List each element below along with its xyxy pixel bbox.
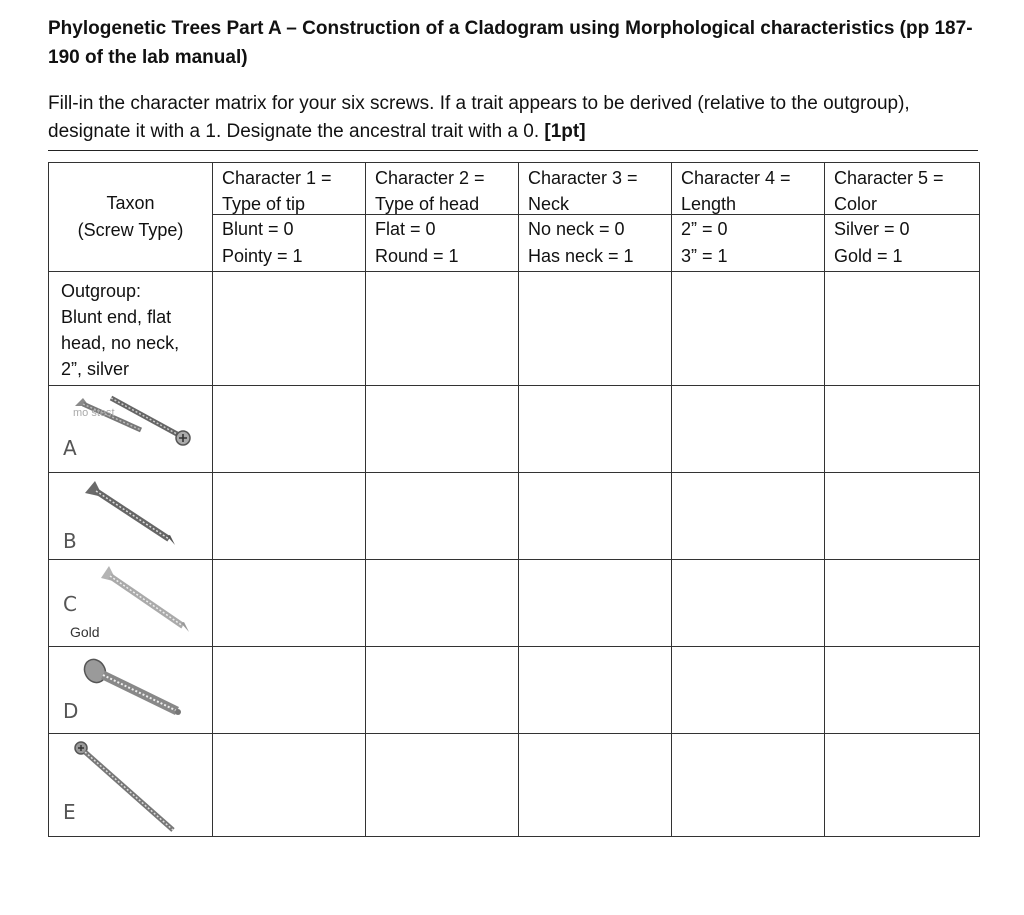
matrix-cell[interactable] — [366, 560, 519, 647]
character-trait: Color — [834, 194, 878, 214]
screw-icon — [80, 656, 181, 715]
taxon-c-cell — [49, 560, 213, 647]
matrix-cell[interactable] — [825, 734, 980, 837]
taxon-a-cell — [49, 386, 213, 473]
matrix-cell[interactable] — [825, 647, 980, 734]
taxon-row-c — [49, 560, 980, 647]
character-trait: Length — [681, 194, 737, 214]
character-matrix — [48, 162, 980, 837]
matrix-cell[interactable] — [366, 473, 519, 560]
outgroup-line-2: Blunt end, flat — [61, 307, 172, 327]
character-title: Character 5 = — [834, 168, 944, 188]
outgroup-label — [49, 272, 213, 386]
taxon-header-line-2: (Screw Type) — [77, 220, 184, 240]
taxon-row-b — [49, 473, 980, 560]
character-state-1: 3” = 1 — [681, 246, 728, 266]
screw-icon — [75, 398, 190, 445]
character-state-0: No neck = 0 — [528, 219, 625, 239]
character-trait: Type of head — [375, 194, 480, 214]
matrix-cell[interactable] — [672, 734, 825, 837]
matrix-cell[interactable] — [519, 473, 672, 560]
matrix-cell[interactable] — [366, 272, 519, 386]
taxon-row-d — [49, 647, 980, 734]
matrix-cell[interactable] — [519, 647, 672, 734]
character-trait: Neck — [528, 194, 570, 214]
taxon-letter: D — [63, 699, 79, 723]
matrix-cell[interactable] — [825, 272, 980, 386]
character-state-0: 2” = 0 — [681, 219, 728, 239]
matrix-cell[interactable] — [519, 386, 672, 473]
taxon-letter: E — [63, 800, 76, 824]
watermark-text: mo stest — [73, 407, 115, 419]
matrix-cell[interactable] — [213, 734, 366, 837]
taxon-letter: C — [63, 592, 77, 616]
taxon-letter: A — [63, 436, 77, 460]
character-state-0: Silver = 0 — [834, 219, 910, 239]
screw-icon — [75, 742, 173, 830]
matrix-cell[interactable] — [519, 560, 672, 647]
taxon-row-a — [49, 386, 980, 473]
matrix-cell[interactable] — [825, 560, 980, 647]
instructions-underline — [48, 150, 978, 151]
gold-note: Gold — [70, 624, 100, 640]
outgroup-line-4: 2”, silver — [61, 359, 130, 379]
instructions — [48, 90, 1008, 146]
character-5-header — [825, 163, 980, 272]
taxon-b-cell — [49, 473, 213, 560]
character-1-header — [213, 163, 366, 272]
matrix-cell[interactable] — [519, 272, 672, 386]
outgroup-line-3: head, no neck, — [61, 333, 180, 353]
taxon-header — [49, 163, 213, 272]
title-line-1: Phylogenetic Trees Part A – Construction of a Cladogram using Morphological characteristics (pp 187- — [48, 18, 973, 39]
character-4-header — [672, 163, 825, 272]
matrix-cell[interactable] — [366, 734, 519, 837]
matrix-cell[interactable] — [672, 560, 825, 647]
character-title: Character 1 = — [222, 168, 332, 188]
outgroup-line-1: Outgroup: — [61, 281, 142, 301]
matrix-cell[interactable] — [672, 272, 825, 386]
character-state-1: Round = 1 — [375, 246, 459, 266]
matrix-cell[interactable] — [825, 386, 980, 473]
matrix-cell[interactable] — [672, 386, 825, 473]
matrix-cell[interactable] — [213, 647, 366, 734]
character-state-0: Flat = 0 — [375, 219, 436, 239]
character-trait: Type of tip — [222, 194, 306, 214]
character-title: Character 3 = — [528, 168, 638, 188]
instructions-line-2: designate it with a 1. Designate the ancestral trait with a 0. — [48, 121, 545, 142]
outgroup-row — [49, 272, 980, 386]
header-row — [49, 163, 980, 272]
taxon-row-e — [49, 734, 980, 837]
title-line-2: 190 of the lab manual) — [48, 47, 248, 68]
matrix-cell[interactable] — [213, 386, 366, 473]
instructions-line-1: Fill-in the character matrix for your six screws. If a trait appears to be derived (relative to the outgroup), — [48, 93, 910, 114]
character-3-header — [519, 163, 672, 272]
matrix-cell[interactable] — [672, 473, 825, 560]
character-state-1: Has neck = 1 — [528, 246, 634, 266]
matrix-cell[interactable] — [213, 272, 366, 386]
character-state-1: Gold = 1 — [834, 246, 903, 266]
points-label: [1pt] — [544, 121, 586, 142]
taxon-header-line-1: Taxon — [106, 193, 155, 213]
matrix-cell[interactable] — [366, 647, 519, 734]
character-state-0: Blunt = 0 — [222, 219, 294, 239]
matrix-cell[interactable] — [825, 473, 980, 560]
taxon-e-cell — [49, 734, 213, 837]
matrix-cell[interactable] — [366, 386, 519, 473]
matrix-cell[interactable] — [213, 560, 366, 647]
character-title: Character 4 = — [681, 168, 791, 188]
character-2-header — [366, 163, 519, 272]
character-state-1: Pointy = 1 — [222, 246, 303, 266]
taxon-d-cell — [49, 647, 213, 734]
taxon-letter: B — [63, 529, 77, 553]
screw-icon — [101, 566, 189, 632]
character-title: Character 2 = — [375, 168, 485, 188]
screw-icon — [85, 481, 175, 545]
matrix-cell[interactable] — [213, 473, 366, 560]
matrix-cell[interactable] — [519, 734, 672, 837]
page-title — [48, 14, 988, 72]
matrix-cell[interactable] — [672, 647, 825, 734]
